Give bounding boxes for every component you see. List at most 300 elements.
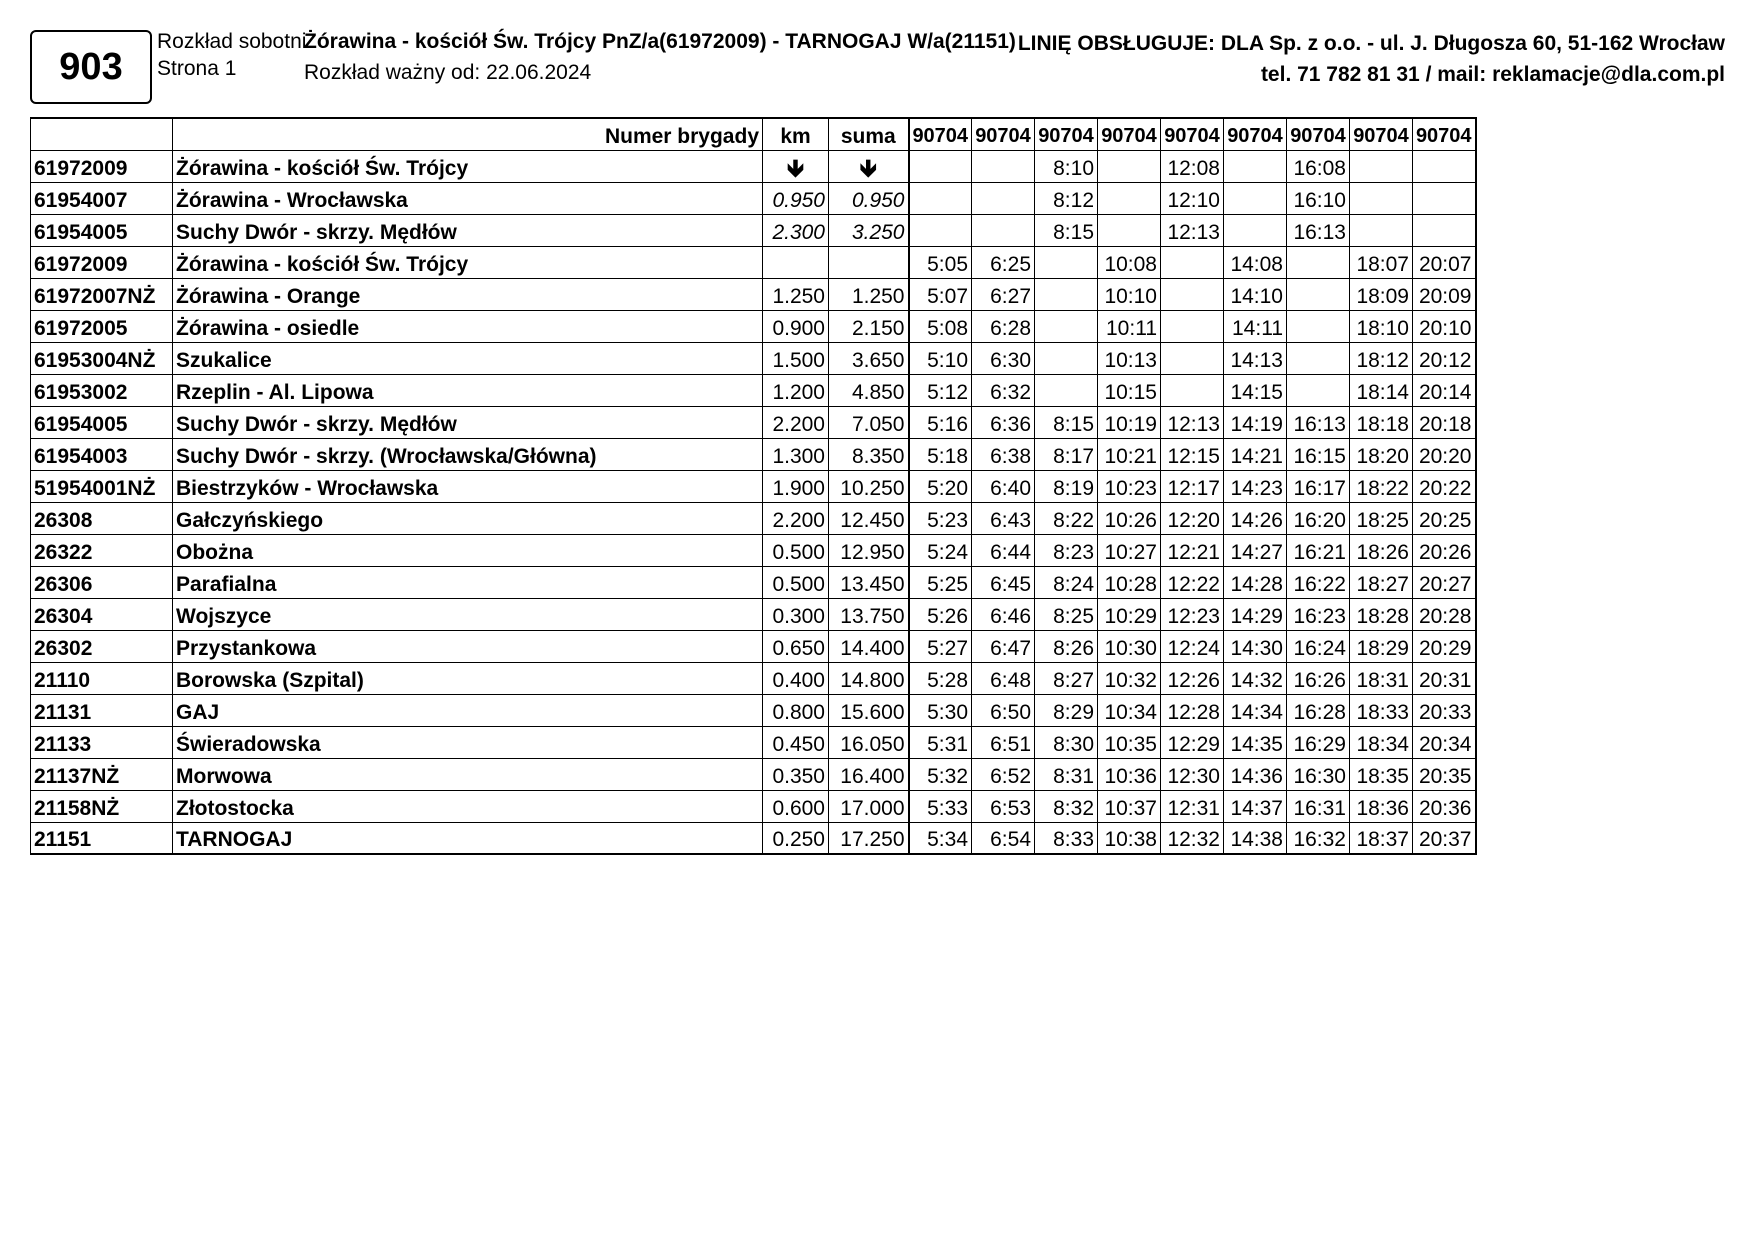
stop-sum: 14.400 bbox=[829, 630, 909, 662]
departure-time: 6:36 bbox=[972, 406, 1035, 438]
stop-km: 0.300 bbox=[763, 598, 829, 630]
departure-time bbox=[1035, 278, 1098, 310]
departure-time: 6:52 bbox=[972, 758, 1035, 790]
departure-time bbox=[1035, 342, 1098, 374]
table-row bbox=[31, 278, 1476, 310]
departure-time bbox=[1161, 310, 1224, 342]
departure-time bbox=[1161, 342, 1224, 374]
stop-km: 0.250 bbox=[763, 822, 829, 854]
stop-id: 61953004NŻ bbox=[31, 342, 173, 374]
table-row bbox=[31, 726, 1476, 758]
stop-id: 61954005 bbox=[31, 214, 173, 246]
departure-time: 16:26 bbox=[1287, 662, 1350, 694]
departure-time: 18:14 bbox=[1350, 374, 1413, 406]
departure-time: 8:22 bbox=[1035, 502, 1098, 534]
departure-time: 18:37 bbox=[1350, 822, 1413, 854]
departure-time: 20:37 bbox=[1413, 822, 1476, 854]
departure-time: 16:08 bbox=[1287, 150, 1350, 182]
departure-time: 14:26 bbox=[1224, 502, 1287, 534]
header-id-cell bbox=[31, 118, 173, 150]
departure-time: 18:25 bbox=[1350, 502, 1413, 534]
departure-time bbox=[972, 150, 1035, 182]
brigade-number: 90704 bbox=[1287, 118, 1350, 150]
departure-time bbox=[1098, 182, 1161, 214]
departure-time: 12:24 bbox=[1161, 630, 1224, 662]
departure-time: 18:28 bbox=[1350, 598, 1413, 630]
stop-name: Szukalice bbox=[173, 342, 763, 374]
departure-time bbox=[1350, 182, 1413, 214]
stop-id: 26304 bbox=[31, 598, 173, 630]
stop-id: 21133 bbox=[31, 726, 173, 758]
departure-time: 10:13 bbox=[1098, 342, 1161, 374]
stop-sum: 12.950 bbox=[829, 534, 909, 566]
stop-km: 1.300 bbox=[763, 438, 829, 470]
departure-time: 20:31 bbox=[1413, 662, 1476, 694]
stop-name: Żórawina - kościół Św. Trójcy bbox=[173, 246, 763, 278]
departure-time bbox=[1287, 278, 1350, 310]
departure-time: 8:23 bbox=[1035, 534, 1098, 566]
departure-time: 12:31 bbox=[1161, 790, 1224, 822]
departure-time bbox=[1224, 182, 1287, 214]
departure-time: 16:24 bbox=[1287, 630, 1350, 662]
departure-time: 16:13 bbox=[1287, 214, 1350, 246]
departure-time: 14:23 bbox=[1224, 470, 1287, 502]
departure-time: 16:13 bbox=[1287, 406, 1350, 438]
stop-name: Rzeplin - Al. Lipowa bbox=[173, 374, 763, 406]
departure-time: 14:27 bbox=[1224, 534, 1287, 566]
departure-time: 8:29 bbox=[1035, 694, 1098, 726]
departure-time: 6:53 bbox=[972, 790, 1035, 822]
table-row bbox=[31, 342, 1476, 374]
departure-time: 10:19 bbox=[1098, 406, 1161, 438]
stop-name: Suchy Dwór - skrzy. (Wrocławska/Główna) bbox=[173, 438, 763, 470]
departure-time: 10:23 bbox=[1098, 470, 1161, 502]
departure-time: 18:18 bbox=[1350, 406, 1413, 438]
departure-time: 18:12 bbox=[1350, 342, 1413, 374]
stop-name: Świeradowska bbox=[173, 726, 763, 758]
stop-name: Przystankowa bbox=[173, 630, 763, 662]
departure-time: 14:37 bbox=[1224, 790, 1287, 822]
stop-id: 61954007 bbox=[31, 182, 173, 214]
departure-time bbox=[1224, 214, 1287, 246]
brigade-number: 90704 bbox=[1098, 118, 1161, 150]
departure-time: 6:54 bbox=[972, 822, 1035, 854]
departure-time: 16:29 bbox=[1287, 726, 1350, 758]
departure-time: 5:28 bbox=[909, 662, 972, 694]
stop-id: 51954001NŻ bbox=[31, 470, 173, 502]
departure-time: 20:07 bbox=[1413, 246, 1476, 278]
brigade-number: 90704 bbox=[972, 118, 1035, 150]
page-label: Strona 1 bbox=[157, 57, 237, 80]
brigade-label: Numer brygady bbox=[173, 118, 763, 150]
departure-time: 5:33 bbox=[909, 790, 972, 822]
table-row bbox=[31, 182, 1476, 214]
stop-name: Borowska (Szpital) bbox=[173, 662, 763, 694]
departure-time: 5:30 bbox=[909, 694, 972, 726]
header-row bbox=[31, 118, 1476, 150]
departure-time: 18:36 bbox=[1350, 790, 1413, 822]
departure-time: 8:25 bbox=[1035, 598, 1098, 630]
departure-time bbox=[1098, 150, 1161, 182]
stop-km: 1.900 bbox=[763, 470, 829, 502]
stop-km bbox=[763, 246, 829, 278]
table-row bbox=[31, 214, 1476, 246]
stop-sum: 7.050 bbox=[829, 406, 909, 438]
departure-time: 10:15 bbox=[1098, 374, 1161, 406]
departure-time bbox=[909, 150, 972, 182]
stop-name: Wojszyce bbox=[173, 598, 763, 630]
departure-time bbox=[909, 214, 972, 246]
departure-time: 8:27 bbox=[1035, 662, 1098, 694]
departure-time: 10:28 bbox=[1098, 566, 1161, 598]
departure-time: 18:29 bbox=[1350, 630, 1413, 662]
table-row bbox=[31, 630, 1476, 662]
departure-time: 20:33 bbox=[1413, 694, 1476, 726]
departure-time: 16:28 bbox=[1287, 694, 1350, 726]
departure-time: 14:13 bbox=[1224, 342, 1287, 374]
stop-id: 26302 bbox=[31, 630, 173, 662]
stop-id: 26308 bbox=[31, 502, 173, 534]
departure-time: 20:27 bbox=[1413, 566, 1476, 598]
brigade-number: 90704 bbox=[1224, 118, 1287, 150]
departure-time: 6:27 bbox=[972, 278, 1035, 310]
departure-time: 20:26 bbox=[1413, 534, 1476, 566]
departure-time: 12:20 bbox=[1161, 502, 1224, 534]
stop-id: 61954003 bbox=[31, 438, 173, 470]
departure-time: 14:10 bbox=[1224, 278, 1287, 310]
departure-time bbox=[909, 182, 972, 214]
departure-time: 10:11 bbox=[1098, 310, 1161, 342]
route-title: Żórawina - kościół Św. Trójcy PnZ/a(61972009) - TARNOGAJ W/a(21151) bbox=[304, 30, 1016, 53]
departure-time: 5:16 bbox=[909, 406, 972, 438]
stop-name: Żórawina - kościół Św. Trójcy bbox=[173, 150, 763, 182]
stop-sum: 1.250 bbox=[829, 278, 909, 310]
departure-time bbox=[1413, 182, 1476, 214]
stop-name: Gałczyńskiego bbox=[173, 502, 763, 534]
stop-name: Obożna bbox=[173, 534, 763, 566]
departure-time: 12:23 bbox=[1161, 598, 1224, 630]
stop-km: 0.950 bbox=[763, 182, 829, 214]
brigade-number: 90704 bbox=[1161, 118, 1224, 150]
table-row bbox=[31, 502, 1476, 534]
departure-time: 18:07 bbox=[1350, 246, 1413, 278]
timetable bbox=[30, 117, 1477, 855]
departure-time: 8:19 bbox=[1035, 470, 1098, 502]
stop-sum: 12.450 bbox=[829, 502, 909, 534]
departure-time: 12:15 bbox=[1161, 438, 1224, 470]
table-row bbox=[31, 406, 1476, 438]
stop-id: 21131 bbox=[31, 694, 173, 726]
departure-time: 10:29 bbox=[1098, 598, 1161, 630]
table-row bbox=[31, 150, 1476, 182]
departure-time: 14:35 bbox=[1224, 726, 1287, 758]
departure-time bbox=[1287, 246, 1350, 278]
departure-time: 14:15 bbox=[1224, 374, 1287, 406]
stop-name: Złotostocka bbox=[173, 790, 763, 822]
departure-time: 8:32 bbox=[1035, 790, 1098, 822]
stop-km: 0.500 bbox=[763, 534, 829, 566]
stop-sum: 17.000 bbox=[829, 790, 909, 822]
departure-time: 20:14 bbox=[1413, 374, 1476, 406]
stop-id: 61972009 bbox=[31, 150, 173, 182]
stop-sum: 4.850 bbox=[829, 374, 909, 406]
departure-time: 20:35 bbox=[1413, 758, 1476, 790]
stop-km: 0.800 bbox=[763, 694, 829, 726]
stop-name: Żórawina - Orange bbox=[173, 278, 763, 310]
departure-time: 10:38 bbox=[1098, 822, 1161, 854]
departure-time bbox=[1035, 246, 1098, 278]
table-row bbox=[31, 662, 1476, 694]
stop-km: 0.400 bbox=[763, 662, 829, 694]
departure-time: 5:25 bbox=[909, 566, 972, 598]
departure-time: 20:25 bbox=[1413, 502, 1476, 534]
departure-time: 10:37 bbox=[1098, 790, 1161, 822]
departure-time: 14:36 bbox=[1224, 758, 1287, 790]
departure-time bbox=[1035, 310, 1098, 342]
table-row bbox=[31, 598, 1476, 630]
departure-time: 6:38 bbox=[972, 438, 1035, 470]
departure-time: 18:10 bbox=[1350, 310, 1413, 342]
departure-time: 12:13 bbox=[1161, 214, 1224, 246]
departure-time: 10:36 bbox=[1098, 758, 1161, 790]
departure-time: 12:21 bbox=[1161, 534, 1224, 566]
departure-time: 6:44 bbox=[972, 534, 1035, 566]
stop-id: 26322 bbox=[31, 534, 173, 566]
brigade-number: 90704 bbox=[1413, 118, 1476, 150]
departure-time: 12:13 bbox=[1161, 406, 1224, 438]
table-row bbox=[31, 438, 1476, 470]
stop-sum: 3.650 bbox=[829, 342, 909, 374]
table-row bbox=[31, 790, 1476, 822]
departure-time: 6:43 bbox=[972, 502, 1035, 534]
departure-time: 18:33 bbox=[1350, 694, 1413, 726]
departure-time: 10:26 bbox=[1098, 502, 1161, 534]
departure-time: 20:28 bbox=[1413, 598, 1476, 630]
departure-time: 8:10 bbox=[1035, 150, 1098, 182]
departure-time: 18:26 bbox=[1350, 534, 1413, 566]
departure-time: 6:51 bbox=[972, 726, 1035, 758]
departure-time: 18:09 bbox=[1350, 278, 1413, 310]
departure-time: 16:20 bbox=[1287, 502, 1350, 534]
departure-time: 14:28 bbox=[1224, 566, 1287, 598]
departure-time: 14:08 bbox=[1224, 246, 1287, 278]
departure-time bbox=[972, 214, 1035, 246]
stop-km: 0.500 bbox=[763, 566, 829, 598]
departure-time: 14:29 bbox=[1224, 598, 1287, 630]
operator-info: LINIĘ OBSŁUGUJE: DLA Sp. z o.o. - ul. J. Długosza 60, 51-162 Wrocław bbox=[1017, 32, 1725, 55]
departure-time: 5:23 bbox=[909, 502, 972, 534]
departure-time bbox=[1161, 246, 1224, 278]
departure-time: 8:17 bbox=[1035, 438, 1098, 470]
departure-time bbox=[1350, 214, 1413, 246]
departure-time bbox=[1287, 342, 1350, 374]
table-row bbox=[31, 566, 1476, 598]
departure-time: 20:36 bbox=[1413, 790, 1476, 822]
departure-time: 12:29 bbox=[1161, 726, 1224, 758]
departure-time: 18:31 bbox=[1350, 662, 1413, 694]
contact-info: tel. 71 782 81 31 / mail: reklamacje@dla.com.pl bbox=[1260, 63, 1725, 86]
departure-time: 16:30 bbox=[1287, 758, 1350, 790]
departure-time: 16:31 bbox=[1287, 790, 1350, 822]
table-row bbox=[31, 822, 1476, 854]
departure-time: 18:20 bbox=[1350, 438, 1413, 470]
departure-time: 12:17 bbox=[1161, 470, 1224, 502]
departure-time: 14:30 bbox=[1224, 630, 1287, 662]
departure-time bbox=[1413, 214, 1476, 246]
stop-km: 1.200 bbox=[763, 374, 829, 406]
stop-sum: 16.050 bbox=[829, 726, 909, 758]
stop-km: 0.450 bbox=[763, 726, 829, 758]
departure-time: 5:34 bbox=[909, 822, 972, 854]
stop-id: 61972007NŻ bbox=[31, 278, 173, 310]
departure-time: 8:24 bbox=[1035, 566, 1098, 598]
departure-time bbox=[1350, 150, 1413, 182]
departure-time: 20:29 bbox=[1413, 630, 1476, 662]
stop-km: 0.900 bbox=[763, 310, 829, 342]
stop-name: TARNOGAJ bbox=[173, 822, 763, 854]
stop-id: 61953002 bbox=[31, 374, 173, 406]
departure-time: 10:32 bbox=[1098, 662, 1161, 694]
stop-sum: 0.950 bbox=[829, 182, 909, 214]
stop-km: 2.200 bbox=[763, 502, 829, 534]
stop-name: Suchy Dwór - skrzy. Mędłów bbox=[173, 406, 763, 438]
departure-time: 5:32 bbox=[909, 758, 972, 790]
stop-id: 21158NŻ bbox=[31, 790, 173, 822]
departure-time: 12:08 bbox=[1161, 150, 1224, 182]
departure-time bbox=[1224, 150, 1287, 182]
departure-time: 18:27 bbox=[1350, 566, 1413, 598]
schedule-type: Rozkład sobotni bbox=[157, 30, 307, 53]
departure-time bbox=[1413, 150, 1476, 182]
stop-km: 1.500 bbox=[763, 342, 829, 374]
down-arrow-icon: 🡻 bbox=[763, 150, 829, 182]
departure-time: 16:10 bbox=[1287, 182, 1350, 214]
stop-name: GAJ bbox=[173, 694, 763, 726]
stop-sum: 3.250 bbox=[829, 214, 909, 246]
stop-name: Morwowa bbox=[173, 758, 763, 790]
brigade-number: 90704 bbox=[1350, 118, 1413, 150]
brigade-number: 90704 bbox=[1035, 118, 1098, 150]
brigade-number: 90704 bbox=[909, 118, 972, 150]
departure-time: 6:32 bbox=[972, 374, 1035, 406]
stop-name: Parafialna bbox=[173, 566, 763, 598]
departure-time: 8:33 bbox=[1035, 822, 1098, 854]
departure-time: 5:07 bbox=[909, 278, 972, 310]
departure-time: 6:40 bbox=[972, 470, 1035, 502]
km-header: km bbox=[763, 118, 829, 150]
stop-sum: 15.600 bbox=[829, 694, 909, 726]
stop-id: 21110 bbox=[31, 662, 173, 694]
line-number-badge: 903 bbox=[30, 30, 152, 104]
stop-sum: 16.400 bbox=[829, 758, 909, 790]
departure-time: 18:35 bbox=[1350, 758, 1413, 790]
stop-sum: 10.250 bbox=[829, 470, 909, 502]
departure-time: 20:09 bbox=[1413, 278, 1476, 310]
stop-sum: 14.800 bbox=[829, 662, 909, 694]
departure-time: 5:26 bbox=[909, 598, 972, 630]
departure-time: 20:12 bbox=[1413, 342, 1476, 374]
departure-time: 5:24 bbox=[909, 534, 972, 566]
table-row bbox=[31, 694, 1476, 726]
departure-time: 20:34 bbox=[1413, 726, 1476, 758]
departure-time: 16:32 bbox=[1287, 822, 1350, 854]
departure-time: 8:31 bbox=[1035, 758, 1098, 790]
departure-time: 6:47 bbox=[972, 630, 1035, 662]
departure-time: 12:32 bbox=[1161, 822, 1224, 854]
departure-time: 6:50 bbox=[972, 694, 1035, 726]
departure-time: 12:10 bbox=[1161, 182, 1224, 214]
stop-name: Żórawina - osiedle bbox=[173, 310, 763, 342]
stop-sum: 8.350 bbox=[829, 438, 909, 470]
departure-time: 18:22 bbox=[1350, 470, 1413, 502]
departure-time bbox=[1287, 310, 1350, 342]
departure-time: 10:35 bbox=[1098, 726, 1161, 758]
departure-time: 14:21 bbox=[1224, 438, 1287, 470]
sum-header: suma bbox=[829, 118, 909, 150]
stop-sum: 17.250 bbox=[829, 822, 909, 854]
departure-time bbox=[1287, 374, 1350, 406]
departure-time bbox=[1161, 374, 1224, 406]
departure-time bbox=[1035, 374, 1098, 406]
departure-time: 10:34 bbox=[1098, 694, 1161, 726]
departure-time: 8:15 bbox=[1035, 214, 1098, 246]
stop-km: 0.650 bbox=[763, 630, 829, 662]
departure-time: 16:23 bbox=[1287, 598, 1350, 630]
departure-time: 14:34 bbox=[1224, 694, 1287, 726]
valid-from: Rozkład ważny od: 22.06.2024 bbox=[304, 61, 592, 84]
departure-time: 10:08 bbox=[1098, 246, 1161, 278]
departure-time: 16:22 bbox=[1287, 566, 1350, 598]
departure-time: 6:28 bbox=[972, 310, 1035, 342]
departure-time: 10:21 bbox=[1098, 438, 1161, 470]
departure-time: 6:46 bbox=[972, 598, 1035, 630]
stop-id: 61954005 bbox=[31, 406, 173, 438]
departure-time: 14:19 bbox=[1224, 406, 1287, 438]
departure-time: 20:18 bbox=[1413, 406, 1476, 438]
departure-time: 5:18 bbox=[909, 438, 972, 470]
table-row bbox=[31, 470, 1476, 502]
departure-time: 20:10 bbox=[1413, 310, 1476, 342]
down-arrow-icon: 🡻 bbox=[829, 150, 909, 182]
departure-time: 8:12 bbox=[1035, 182, 1098, 214]
stop-id: 26306 bbox=[31, 566, 173, 598]
departure-time: 5:20 bbox=[909, 470, 972, 502]
departure-time: 6:45 bbox=[972, 566, 1035, 598]
departure-time: 5:08 bbox=[909, 310, 972, 342]
stop-sum: 13.750 bbox=[829, 598, 909, 630]
stop-id: 61972005 bbox=[31, 310, 173, 342]
stop-id: 21151 bbox=[31, 822, 173, 854]
departure-time: 6:25 bbox=[972, 246, 1035, 278]
table-row bbox=[31, 534, 1476, 566]
stop-km: 0.350 bbox=[763, 758, 829, 790]
departure-time: 6:30 bbox=[972, 342, 1035, 374]
departure-time: 8:30 bbox=[1035, 726, 1098, 758]
stop-km: 0.600 bbox=[763, 790, 829, 822]
stop-sum bbox=[829, 246, 909, 278]
departure-time: 12:22 bbox=[1161, 566, 1224, 598]
stop-sum: 2.150 bbox=[829, 310, 909, 342]
stop-sum: 13.450 bbox=[829, 566, 909, 598]
departure-time bbox=[1098, 214, 1161, 246]
departure-time: 14:32 bbox=[1224, 662, 1287, 694]
departure-time: 8:26 bbox=[1035, 630, 1098, 662]
stop-id: 21137NŻ bbox=[31, 758, 173, 790]
departure-time: 5:27 bbox=[909, 630, 972, 662]
departure-time: 12:30 bbox=[1161, 758, 1224, 790]
departure-time: 18:34 bbox=[1350, 726, 1413, 758]
table-row bbox=[31, 374, 1476, 406]
